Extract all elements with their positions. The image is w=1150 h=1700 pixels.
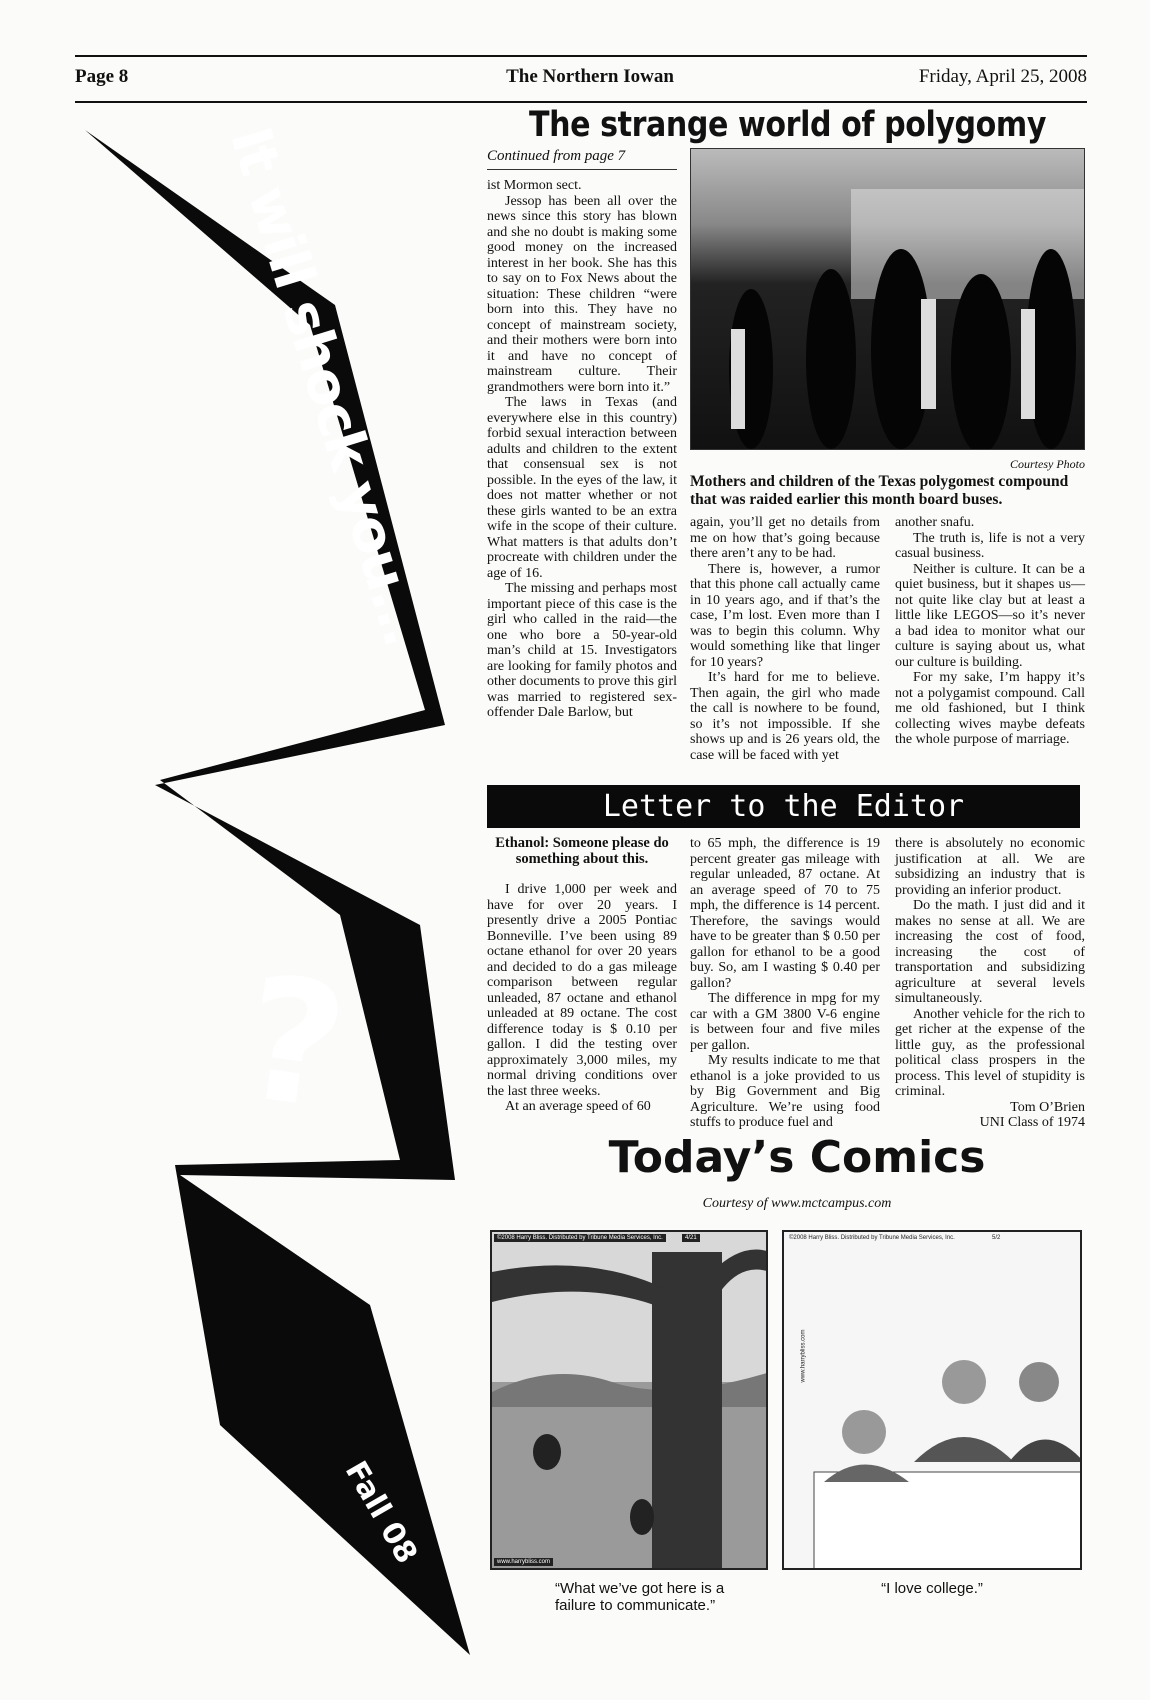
letter-signature: Tom O’Brien	[1010, 1099, 1085, 1115]
comic-2-date: 5/2	[992, 1235, 1001, 1241]
comics-title: Today’s Comics	[608, 1132, 986, 1183]
jump-line: Continued from page 7	[487, 148, 677, 170]
page-number: Page 8	[75, 66, 129, 87]
buses-photo-illustration	[691, 149, 1085, 450]
letter-title: Ethanol: Someone please do something about this.	[495, 835, 669, 867]
ad-season: Fall 08	[337, 1455, 424, 1570]
letter-banner: Letter to the Editor	[487, 785, 1080, 828]
comic-panel-1	[490, 1230, 768, 1570]
letter-affiliation: UNI Class of 1974	[979, 1115, 1085, 1130]
newspaper-name: The Northern Iowan	[506, 66, 674, 87]
comic-1-date: 4/21	[682, 1234, 700, 1242]
photo-caption: Mothers and children of the Texas polygomest compound that was raided earlier this month board buses.	[690, 473, 1069, 508]
ad-question-mark: ?	[231, 939, 357, 1149]
article-photo	[690, 148, 1085, 450]
comic-2-credit: ©2008 Harry Bliss. Distributed by Tribune Media Services, Inc.	[789, 1235, 955, 1241]
letter-column-2: to 65 mph, the difference is 19 percent greater gas mileage with regular unleaded, 87 octane. At an average speed of 70 to 75 mph, the difference is 14 percent. Therefore, the savings would have to be greater than $ 0.50 per gallon for ethanol to be a good buy. So, am I wasting $ 0.40 per gallon? The difference in mpg for my car with a GM 3800 V-6 engine is between four and five miles per gallon. My results indicate to me that ethanol is a joke provided to us by Big Government and Big Agriculture. We’re using food stuffs to produce fuel and	[690, 836, 880, 1130]
letter-column-3: there is absolutely no economic justification at all. We are subsidizing an industry that is providing an inferior product. Do the math. I just did and it makes no sense at all. We are increasing the cost of food, increasing the cost of transportation and subsidizing agriculture at several levels simultaneously. Another vehicle for the rich to get richer at the expense of the little guy, as the professional political class prospers in the process. This level of stupidity is criminal. Tom O’Brien UNI Class of 1974	[895, 836, 1085, 1130]
tree-pond-comic-art	[492, 1232, 768, 1570]
header-rule	[75, 101, 1087, 103]
article-column-1: ist Mormon sect. Jessop has been all over the news since this story has blown and she no doubt is making some good money on the increased interest in her book. She has this to say on to Fox News about the situation: These children “were born into this. They have no concept of mainstream society, and their mothers were born into it and have no concept of mainstream culture. Their grandmothers were born into it.” The laws in Texas (and everywhere else in this country) forbid sexual interaction between adults and children to the extent that consensual sex is not possible. In the eyes of the law, it does not matter whether or not these girls wanted to be an extra wife in the scope of their culture. What matters is that adults don’t procreate with children under the age of 16. The missing and perhaps most important piece of this case is the girl who called in the raid—the one who bore a 50-year-old man’s child at 15. Investigators are looking for family photos and other documents to prove this girl was married to registered sex-offender Dale Barlow, but	[487, 178, 677, 720]
ad-slogan: It will shock you...	[217, 120, 436, 652]
comic-2-site: www.harrybliss.com	[800, 1329, 807, 1383]
college-bar-comic-art	[784, 1232, 1082, 1570]
issue-date: Friday, April 25, 2008	[918, 66, 1087, 87]
lightning-bolt-icon	[70, 125, 490, 1655]
letter-column-1: Ethanol: Someone please do something about this. I drive 1,000 per week and have for over 20 years. I presently drive a 2005 Pontiac Bonneville. I’ve been using 89 octane ethanol for over 20 years and decided to do a gas mileage comparison between regular unleaded, 87 octane and ethanol unleaded at 89 octane. The cost difference today is $ 0.10 per gallon. I did the testing over approximately 3,000 miles, my normal driving conditions over the last three weeks. At an average speed of 60	[487, 835, 677, 1114]
article-column-2: again, you’ll get no details from me on how that’s going because there aren’t any to be had. There is, however, a rumor that this phone call actually came in 10 years ago, and if that’s the case, I’m lost. Even more than I was to begin this column. Why would something like that linger for 10 years? It’s hard for me to believe. Then again, the girl who made the call is nowhere to be found, so it’s not impossible. If she shows up and is 26 years old, the case will be faced with yet	[690, 515, 880, 763]
article-column-3: another snafu. The truth is, life is not a very casual business. Neither is culture. It can be a quiet business, but it shapes us—not quite like clay but at least a little like LEGOS—so it’s never a bad idea to monitor what our culture is saying about us, what our culture is building. For my sake, I’m happy it’s not a polygamist compound. Call me old fashioned, but I think collecting wives maybe defeats the whole purpose of marriage.	[895, 515, 1085, 747]
lightning-bolt-ad	[70, 120, 490, 1655]
comic-panel-2	[782, 1230, 1082, 1570]
comic-1-credit: ©2008 Harry Bliss. Distributed by Tribune Media Services, Inc.	[494, 1234, 666, 1242]
photo-credit: Courtesy Photo	[1010, 457, 1085, 471]
top-rule	[75, 55, 1087, 57]
comic-1-caption: “What we’ve got here is a failure to communicate.”	[555, 1580, 725, 1614]
comic-2-caption: “I love college.”	[881, 1580, 983, 1597]
article-headline: The strange world of polygomy	[529, 105, 1047, 145]
comics-courtesy: Courtesy of www.mctcampus.com	[702, 1196, 892, 1211]
comic-1-site: www.harrybliss.com	[494, 1558, 553, 1566]
